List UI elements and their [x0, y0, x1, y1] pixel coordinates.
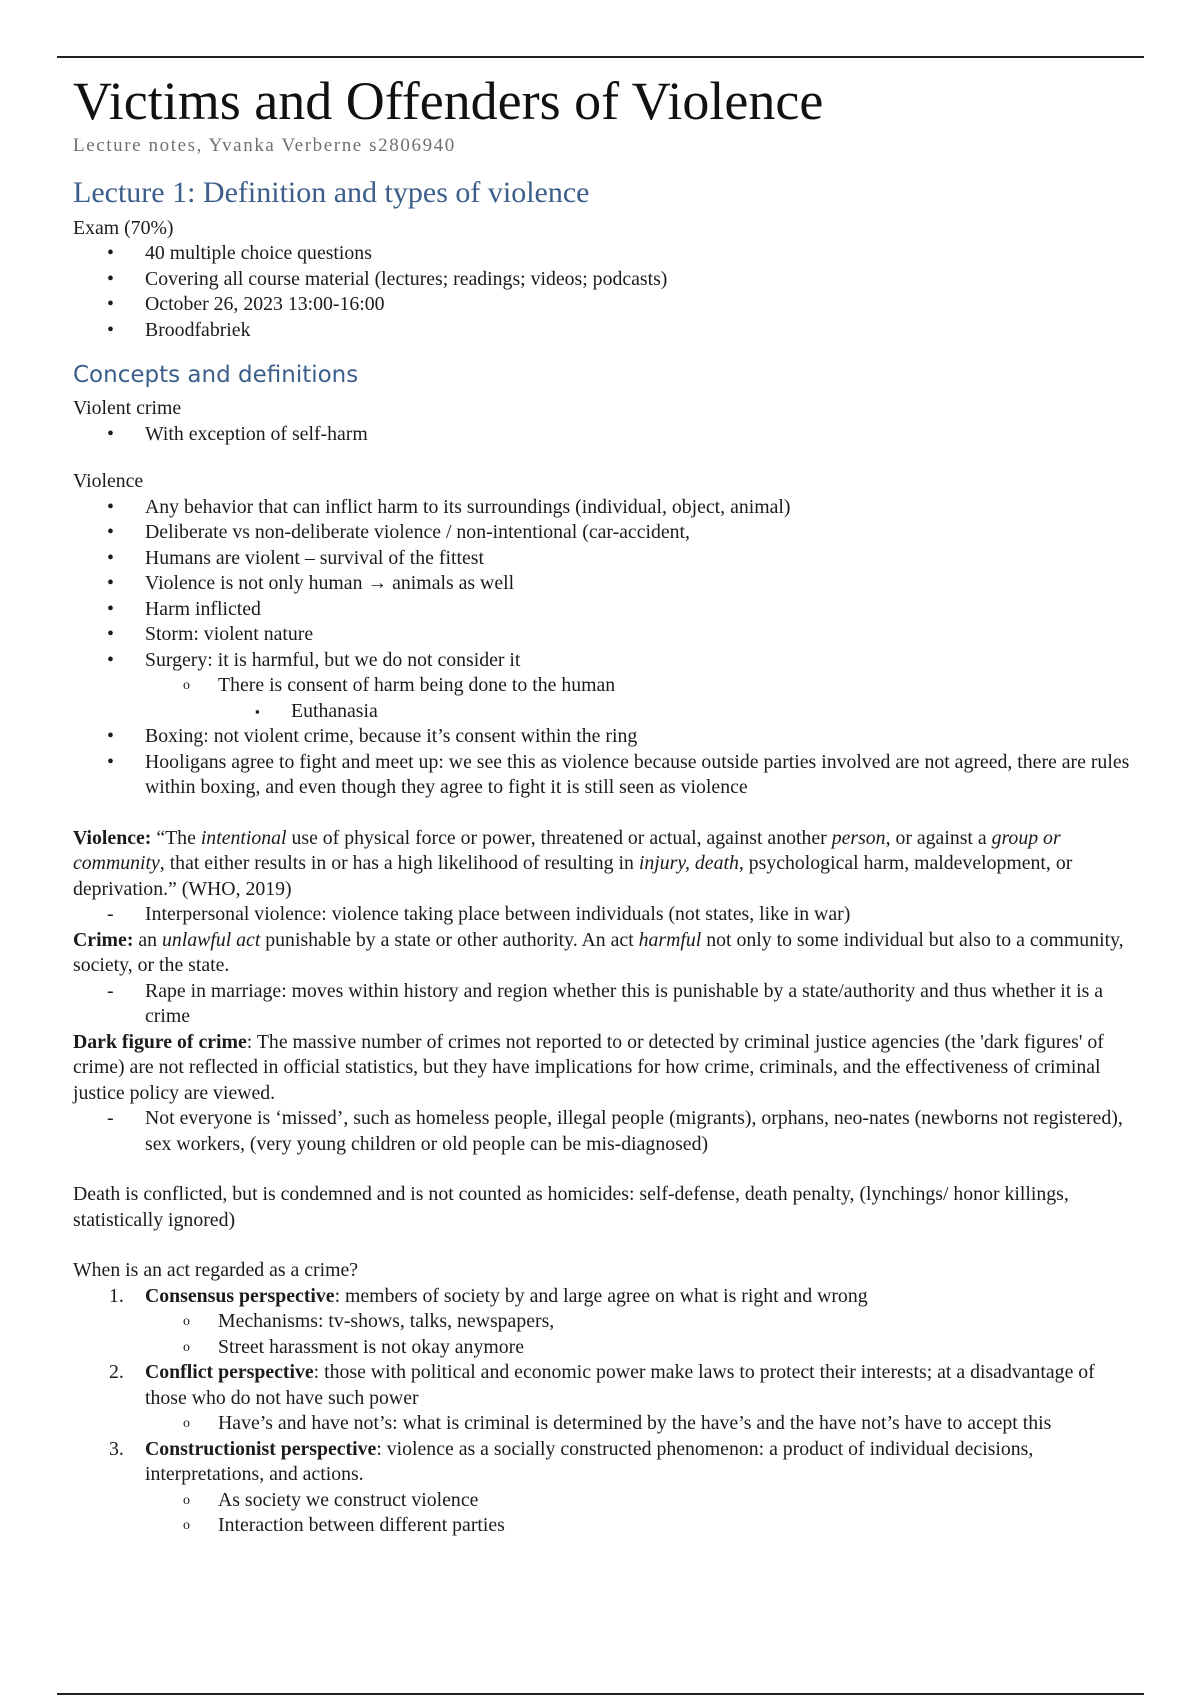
- numbered-list-item: 1. Consensus perspective: members of society by and large agree on what is right and wrong: [73, 1284, 1133, 1310]
- numbered-list-item: 2. Conflict perspective: those with political and economic power make laws to protect their interests; at a disadvantage of those who do not have such power: [109, 1361, 1095, 1409]
- bullet-marker: •: [107, 267, 114, 290]
- crime-definition: Crime: an unlawful act punishable by a state or other authority. An act harmful not only to some individual but also to a community, society, or the state.: [73, 928, 1124, 977]
- bullet-marker: •: [107, 495, 114, 518]
- dash-list-item: - Interpersonal violence: violence taking place between individuals (not states, like in war): [73, 902, 1133, 928]
- circle-marker: o: [183, 1339, 190, 1355]
- circle-marker: o: [183, 1416, 190, 1432]
- dash-marker: -: [107, 903, 114, 926]
- bullet-marker: •: [107, 597, 114, 620]
- circle-marker: o: [183, 1314, 190, 1330]
- number-marker: 3.: [109, 1437, 124, 1460]
- sub-list-item: o There is consent of harm being done to the human: [73, 673, 1133, 699]
- bullet-marker: •: [107, 293, 114, 316]
- bullet-marker: •: [107, 750, 114, 773]
- list-item: • Any behavior that can inflict harm to its surroundings (individual, object, animal): [73, 495, 1133, 521]
- bullet-marker: •: [107, 546, 114, 569]
- bullet-marker: •: [107, 648, 114, 671]
- list-item: • Humans are violent – survival of the fittest: [73, 546, 1133, 572]
- dash-list-item: - Not everyone is ‘missed’, such as homeless people, illegal people (migrants), orphans, neo-nates (newborns not registered), sex workers, (very young children or old people can be mis-diagnosed): [107, 1107, 1123, 1155]
- bullet-marker: •: [107, 572, 114, 595]
- concepts-heading: Concepts and definitions: [73, 362, 359, 389]
- violence-term: Violence:: [73, 826, 152, 849]
- circle-marker: o: [183, 678, 190, 694]
- list-item: • With exception of self-harm: [73, 422, 1133, 448]
- circle-marker: o: [183, 1518, 190, 1534]
- sub-list-item: o Have’s and have not’s: what is criminal is determined by the have’s and the have not’s have to accept this: [73, 1411, 1133, 1437]
- dash-marker: -: [107, 979, 114, 1002]
- circle-marker: o: [183, 1492, 190, 1508]
- violence-label: Violence: [73, 470, 144, 493]
- list-item: • Boxing: not violent crime, because it’s consent within the ring: [73, 724, 1133, 750]
- list-item: • October 26, 2023 13:00-16:00: [73, 292, 1133, 318]
- bullet-marker: •: [107, 242, 114, 265]
- exam-label: Exam (70%): [73, 216, 174, 239]
- bullet-marker: •: [107, 422, 114, 445]
- document-subtitle: Lecture notes, Yvanka Verberne s2806940: [73, 134, 456, 156]
- lecture-1-heading: Lecture 1: Definition and types of violence: [73, 176, 590, 210]
- number-marker: 1.: [109, 1284, 124, 1307]
- bullet-marker: •: [107, 623, 114, 646]
- list-item: • Hooligans agree to fight and meet up: we see this as violence because outside parties involved are not agreed, there are rules within boxing, and even though they agree to fight it is still seen as violence: [107, 750, 1130, 799]
- sub-sub-list-item: ▪ Euthanasia: [73, 699, 1133, 725]
- violence-definition: Violence: “The intentional use of physical force or power, threatened or actual, against another person, or against a group or community, that either results in or has a high likelihood of resulting in injury, death, psychological harm, maldevelopment, or deprivation.” (WHO, 2019): [73, 826, 1073, 900]
- number-marker: 2.: [109, 1361, 124, 1384]
- exam-list: [73, 241, 1133, 343]
- dark-figure-term: Dark figure of crime: [73, 1030, 247, 1053]
- crime-term: Crime:: [73, 928, 134, 951]
- numbered-list-item: 3. Constructionist perspective: violence as a socially constructed phenomenon: a product of individual decisions, interpretations, and actions.: [109, 1437, 1034, 1486]
- sub-list-item: o Street harassment is not okay anymore: [73, 1335, 1133, 1361]
- list-item: • Surgery: it is harmful, but we do not consider it: [73, 648, 1133, 674]
- list-item: • 40 multiple choice questions: [73, 241, 1133, 267]
- bullet-marker: •: [107, 318, 114, 341]
- list-item: • Violence is not only human → animals as well: [73, 571, 1133, 597]
- dash-list-item: - Rape in marriage: moves within history and region whether this is punishable by a state/authority and thus whether it is a crime: [107, 979, 1104, 1028]
- crime-question: When is an act regarded as a crime?: [73, 1259, 359, 1282]
- square-marker: ▪: [255, 703, 260, 719]
- perspectives-list: [73, 1284, 1133, 1539]
- dark-figure-definition: Dark figure of crime: The massive number of crimes not reported to or detected by criminal justice agencies (the 'dark figures' of crime) are not reflected in official statistics, but they have implications for how crime, criminals, and the effectiveness of criminal justice policy are viewed.: [73, 1030, 1104, 1104]
- bullet-marker: •: [107, 725, 114, 748]
- bottom-rule: [57, 1693, 1144, 1695]
- bullet-marker: •: [107, 521, 114, 544]
- violent-crime-list: [73, 422, 1133, 448]
- sub-list-item: o Interaction between different parties: [73, 1513, 1133, 1539]
- violence-list: [73, 495, 1133, 801]
- document-page: [73, 70, 1133, 1539]
- list-item: • Storm: violent nature: [73, 622, 1133, 648]
- list-item: • Broodfabriek: [73, 318, 1133, 344]
- dash-marker: -: [107, 1107, 114, 1130]
- list-item: • Deliberate vs non-deliberate violence / non-intentional (car-accident,: [73, 520, 1133, 546]
- list-item: • Covering all course material (lectures; readings; videos; podcasts): [73, 267, 1133, 293]
- top-rule: [57, 56, 1144, 58]
- document-title: Victims and Offenders of Violence: [73, 71, 824, 131]
- list-item: • Harm inflicted: [73, 597, 1133, 623]
- sub-list-item: o Mechanisms: tv-shows, talks, newspapers,: [73, 1309, 1133, 1335]
- sub-list-item: o As society we construct violence: [73, 1488, 1133, 1514]
- death-note: Death is conflicted, but is condemned and is not counted as homicides: self-defense, death penalty, (lynchings/ honor killings, statistically ignored): [73, 1183, 1069, 1231]
- violent-crime-label: Violent crime: [73, 397, 182, 420]
